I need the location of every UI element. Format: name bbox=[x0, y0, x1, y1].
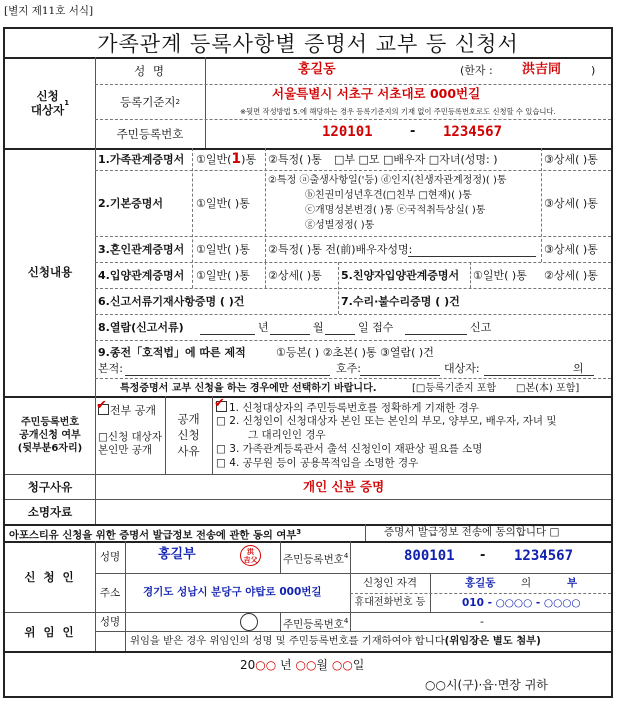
row9-suffix: 의 bbox=[573, 362, 584, 375]
target-base-label bbox=[95, 84, 205, 119]
apostille-consent[interactable]: 증명서 발급정보 전송에 동의합니다 □ bbox=[384, 526, 560, 538]
applicant-section-label: 신 청 인 bbox=[24, 569, 76, 584]
delegate-rrn-text: 주민등록번호 bbox=[283, 618, 344, 631]
applicant-rrn-dash: - bbox=[480, 548, 486, 563]
row1-general-count[interactable]: 1 bbox=[231, 151, 242, 167]
row3-general-option[interactable]: ①일반( )통 bbox=[196, 243, 250, 256]
row2-special-line2[interactable]: ⓑ친권미성년후견(□친부 □현재)( )통 bbox=[305, 190, 472, 201]
row8-month: 월 bbox=[313, 321, 324, 334]
target-rrn-label: 주민등록번호 bbox=[116, 126, 184, 141]
applicant-addr-label: 주소 bbox=[99, 586, 121, 599]
applicant-seal-icon: 洪 吉父 bbox=[240, 545, 261, 566]
row4-title: 4.입양관계증명서 bbox=[98, 269, 185, 282]
date-line[interactable] bbox=[240, 658, 364, 672]
applicant-rrn-text: 주민등록번호 bbox=[283, 553, 344, 566]
date-year-blank: ○○ bbox=[255, 658, 277, 672]
purpose-label: 청구사유 bbox=[27, 479, 73, 494]
applicant-rrn-sup: 4 bbox=[343, 552, 349, 560]
row6-text[interactable]: 6.신고서류기재사항증명 ( )건 bbox=[98, 295, 245, 308]
purpose-value[interactable]: 개인 신분 증명 bbox=[303, 479, 385, 494]
target-hanja-close: ) bbox=[591, 64, 596, 77]
row1-detail-option[interactable]: ③상세( )통 bbox=[544, 153, 598, 166]
row3-special-option[interactable]: ②특정( )통 전(前)배우자성명: bbox=[268, 243, 413, 256]
row4-detail-option[interactable]: ②상세( )통 bbox=[268, 269, 322, 282]
row5-title: 5.친양자입양관계증명서 bbox=[341, 269, 460, 282]
delegate-rrn-sup: 4 bbox=[343, 617, 349, 625]
delegate-note bbox=[130, 635, 541, 648]
target-rrn-back[interactable]: 1234567 bbox=[443, 124, 503, 140]
delegate-note-a: 위임을 받은 경우 위임인의 성명 및 주민등록번호를 기재하여야 합니다 bbox=[130, 635, 445, 647]
applicant-rrn-label bbox=[283, 550, 348, 567]
special-note: 특정증명서 교부 신청을 하는 경우에만 선택하기 바랍니다. bbox=[120, 383, 377, 394]
date-day-blank: ○○ bbox=[331, 658, 353, 672]
row2-detail-option[interactable]: ③상세( )통 bbox=[544, 197, 598, 210]
row1-special-option[interactable]: ②특정( )통 bbox=[268, 153, 322, 166]
target-hanja-label: (한자 : bbox=[460, 64, 493, 77]
form-title: 가족관계 등록사항별 증명서 교부 등 신청서 bbox=[97, 32, 519, 56]
delegate-note-b: (위임장은 별도 첨부) bbox=[444, 635, 541, 647]
row8-day: 일 접수 bbox=[358, 321, 394, 334]
applicant-qual-mid: 의 bbox=[521, 577, 532, 589]
target-hanja-value[interactable]: 洪吉同 bbox=[522, 62, 562, 77]
reason-label: 공개 신청 사유 bbox=[177, 412, 200, 458]
delegate-section-label: 위 임 인 bbox=[24, 624, 76, 639]
target-rrn-dash: - bbox=[410, 124, 416, 139]
applicant-sign-note bbox=[226, 552, 273, 562]
reason-3[interactable]: □ 3. 가족관계등록관서 출석 신청인이 재판상 필요를 소명 bbox=[216, 443, 483, 455]
delegate-rrn-label bbox=[283, 615, 348, 632]
applicant-qual-value[interactable]: 부 bbox=[567, 577, 578, 589]
row8-title: 8.열람(신고서류) bbox=[98, 321, 184, 334]
target-name-label: 성 명 bbox=[134, 63, 166, 78]
row2-special-line4[interactable]: ⓖ성별정정( )통 bbox=[305, 220, 375, 231]
special-option-origin[interactable]: □본(本) 포함] bbox=[516, 383, 580, 394]
reason-2a[interactable]: □ 2. 신청인이 신청대상자 본인 또는 본인의 부모, 양부모, 배우자, 자녀 및 bbox=[216, 415, 557, 427]
reason-4[interactable]: □ 4. 공무원 등이 공용목적임을 소명한 경우 bbox=[216, 457, 419, 469]
target-base-value[interactable]: 서울특별시 서초구 서초대로 000번길 bbox=[272, 86, 481, 101]
applicant-name-label: 성명 bbox=[99, 551, 121, 563]
row9-options[interactable]: ①등본( ) ②초본( )통 ③열람( )건 bbox=[276, 346, 434, 359]
apostille-text: 아포스티유 신청을 위한 증명서 발급정보 전송에 관한 동의 여부 bbox=[9, 529, 297, 542]
target-section-label bbox=[5, 57, 95, 148]
applicant-rrn-back[interactable]: 1234567 bbox=[514, 548, 574, 564]
delegate-seal-icon bbox=[240, 613, 258, 631]
row1-family-options[interactable]: □부 □모 □배우자 □자녀(성명: ) bbox=[334, 153, 498, 166]
applicant-addr-value[interactable]: 경기도 성남시 분당구 야탑로 000번길 bbox=[143, 586, 322, 598]
date-day: 일 bbox=[352, 658, 365, 672]
row2-special-line1[interactable]: ②특정 ⓐ출생사항일('등) ⓓ인지(친생자관계정정)( )통 bbox=[268, 175, 507, 186]
row2-special-line3[interactable]: ⓒ개명성본변경( )통 ⓔ국적취득상실( )통 bbox=[305, 205, 486, 216]
applicant-phone-value[interactable]: 010 - ○○○○ - ○○○○ bbox=[462, 597, 581, 609]
target-base-note: ※뒷면 작성방법 5.에 해당하는 경우 등록기준지의 기재 없이 주민등록번호로도 신청할 수 있습니다. bbox=[240, 107, 556, 116]
target-base-sup: 2 bbox=[175, 97, 180, 106]
delegate-name-label: 성명 bbox=[99, 615, 121, 628]
addressee: ○○시(구)·읍·면장 귀하 bbox=[425, 678, 548, 692]
row8-report: 신고 bbox=[470, 321, 492, 334]
target-base-text: 등록기준지 bbox=[119, 94, 176, 109]
reason-check-icon: ✔ bbox=[214, 396, 225, 411]
full-label: 전부 공개 bbox=[110, 404, 157, 417]
rrn-disclosure-self[interactable]: □신청 대상자 본인만 공개 bbox=[98, 431, 162, 456]
applicant-rrn-front[interactable]: 800101 bbox=[404, 548, 455, 564]
reason-1-text: 1. 신청대상자의 주민등록번호를 정확하게 기재한 경우 bbox=[229, 402, 479, 414]
row9-domicile[interactable]: 본적: bbox=[98, 362, 123, 375]
date-month-blank: ○○ bbox=[295, 658, 317, 672]
row7-text[interactable]: 7.수리·불수리증명 ( )건 bbox=[341, 295, 460, 308]
rrn-disclosure-label: 주민등록번호 공개신청 여부 (뒷부분6자리) bbox=[17, 416, 83, 454]
row5-general-option[interactable]: ①일반( )통 bbox=[473, 269, 527, 282]
apostille-sup: 3 bbox=[296, 528, 302, 536]
row5-detail-option[interactable]: ②상세( )통 bbox=[544, 269, 598, 282]
applicant-phone-label: 휴대전화번호 등 bbox=[354, 596, 426, 608]
request-section-label: 신청내용 bbox=[27, 265, 73, 279]
row1-title: 1.가족관계증명서 bbox=[98, 153, 185, 166]
form-tag: [별지 제11호 서식] bbox=[4, 5, 94, 17]
target-name-value[interactable]: 홍길동 bbox=[298, 62, 336, 77]
row9-target[interactable]: 대상자: bbox=[444, 362, 480, 375]
row1-general-unit: )통 bbox=[241, 153, 257, 166]
apostille-label bbox=[9, 526, 301, 542]
reason-2b: 그 대리인인 경우 bbox=[248, 429, 326, 441]
documents-label: 소명자료 bbox=[27, 504, 73, 519]
target-rrn-front[interactable]: 120101 bbox=[322, 124, 373, 140]
row2-title: 2.기본증명서 bbox=[98, 197, 163, 210]
row1-general-option[interactable] bbox=[196, 153, 256, 166]
delegate-rrn-value[interactable]: - bbox=[480, 615, 484, 628]
row2-general-option[interactable]: ①일반( )통 bbox=[196, 197, 250, 210]
applicant-qual-name[interactable]: 홍길동 bbox=[465, 577, 496, 589]
row8-year: 년 bbox=[258, 321, 269, 334]
check-mark-icon: ✔ bbox=[96, 398, 107, 413]
applicant-name-value[interactable]: 홍길부 bbox=[158, 547, 196, 562]
target-section-text: 신청 대상자 bbox=[30, 88, 65, 117]
row9-head[interactable]: 호주: bbox=[336, 362, 361, 375]
date-year: 년 bbox=[276, 658, 296, 672]
target-section-sup: 1 bbox=[64, 98, 70, 107]
special-option-base[interactable]: [□등록기준지 포함 bbox=[412, 383, 497, 394]
row9-title: 9.종전「호적법」에 따른 제적 bbox=[98, 346, 246, 359]
reason-1[interactable] bbox=[216, 400, 479, 415]
date-prefix: 20 bbox=[240, 658, 256, 672]
row3-title: 3.혼인관계증명서 bbox=[98, 243, 185, 256]
row4-general-option[interactable]: ①일반( )통 bbox=[196, 269, 250, 282]
date-month: 월 bbox=[316, 658, 332, 672]
applicant-qual-label: 신청인 자격 bbox=[362, 577, 418, 589]
row1-general-text: ①일반( bbox=[196, 153, 232, 166]
row3-detail-option[interactable]: ③상세( )통 bbox=[544, 243, 598, 256]
